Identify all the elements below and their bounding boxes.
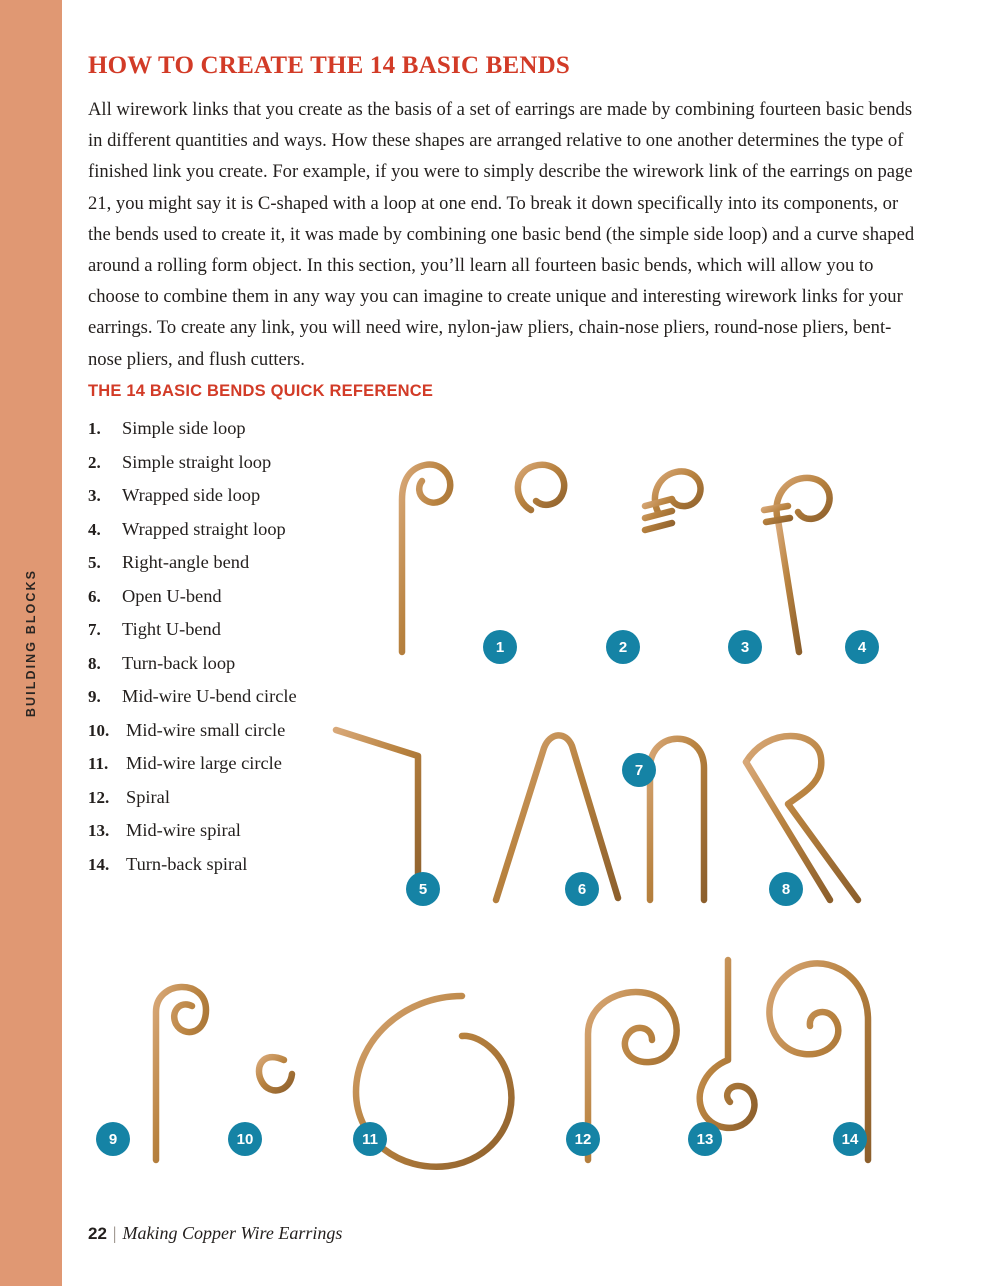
list-item-label: Simple straight loop xyxy=(122,451,272,472)
badge-12: 12 xyxy=(566,1122,600,1156)
section-subtitle: THE 14 BASIC BENDS QUICK REFERENCE xyxy=(88,382,434,400)
badge-14: 14 xyxy=(833,1122,867,1156)
badge-1: 1 xyxy=(483,630,517,664)
wire-9-mid-wire-u-bend-circle xyxy=(156,987,206,1160)
list-item-number: 7. xyxy=(88,620,101,639)
list-item-number: 10. xyxy=(88,720,110,740)
page-content xyxy=(88,0,920,1286)
list-item-label: Mid-wire U-bend circle xyxy=(122,686,297,706)
wire-10-mid-wire-small-circle xyxy=(259,960,292,1160)
page-title: HOW TO CREATE THE 14 BASIC BENDS xyxy=(88,52,571,79)
footer-separator: | xyxy=(112,1223,117,1243)
list-item-number: 12. xyxy=(88,787,110,807)
wire-3-wrapped-side-loop xyxy=(645,471,701,652)
list-item-label: Open U-bend xyxy=(122,585,222,606)
list-item-number: 5. xyxy=(88,553,101,572)
wire-4-wrapped-straight-loop xyxy=(764,478,830,652)
list-item-label: Mid-wire small circle xyxy=(126,719,286,740)
badge-3: 3 xyxy=(728,630,762,664)
list-item-label: Right-angle bend xyxy=(122,552,250,572)
list-item-label: Turn-back spiral xyxy=(126,853,248,874)
list-item-label: Mid-wire large circle xyxy=(126,753,282,773)
wire-1-simple-side-loop xyxy=(402,465,450,652)
badge-9: 9 xyxy=(96,1122,130,1156)
wire-12-spiral xyxy=(588,992,677,1160)
list-item-label: Turn-back loop xyxy=(122,652,236,673)
badge-7: 7 xyxy=(622,753,656,787)
wire-illustrations xyxy=(88,400,920,1190)
list-item-number: 8. xyxy=(88,653,101,673)
badge-11: 11 xyxy=(353,1122,387,1156)
list-item-label: Wrapped straight loop xyxy=(122,518,286,539)
intro-paragraph: All wirework links that you create as the basis of a set of earrings are made by combining fourteen basic bends in different quantities and ways. How these shapes are arranged relative to one another determines the type of finished link you create. For example, if you were to simply describe the wirework link of the earrings on page 21, you might say it is C-shaped with a loop at one end. To break it down specifically into its components, or the bends used to create it, it was made by combining one basic bend (the simple side loop) and a curve shaped around a rolling form object. In this section, you’ll learn all fourteen basic bends, which will allow you to choose to combine them in any way you can imagine to create unique and interesting wirework links for your earrings. To create any link, you will need wire, nylon-jaw pliers, chain-nose pliers, round-nose pliers, bent-nose pliers, and flush cutters. xyxy=(88,99,915,370)
list-item-number: 9. xyxy=(88,687,101,706)
list-item-label: Tight U-bend xyxy=(122,619,221,639)
badge-10: 10 xyxy=(228,1122,262,1156)
side-band xyxy=(0,0,62,1286)
badge-4: 4 xyxy=(845,630,879,664)
wire-7-tight-u-bend xyxy=(650,739,704,900)
wire-6-open-u-bend xyxy=(496,735,618,900)
list-item-number: 3. xyxy=(88,486,101,505)
badge-6: 6 xyxy=(565,872,599,906)
list-item-number: 1. xyxy=(88,419,101,438)
list-item-number: 6. xyxy=(88,586,101,606)
badge-2: 2 xyxy=(606,630,640,664)
page-footer xyxy=(88,1223,342,1244)
badge-8: 8 xyxy=(769,872,803,906)
list-item-number: 4. xyxy=(88,519,101,539)
book-title: Making Copper Wire Earrings xyxy=(122,1223,343,1243)
side-band-label: BUILDING BLOCKS xyxy=(24,568,38,718)
wire-5-right-angle-bend xyxy=(336,730,418,900)
list-item-number: 14. xyxy=(88,854,110,874)
list-item-label: Spiral xyxy=(126,786,170,807)
badge-5: 5 xyxy=(406,872,440,906)
bends-figure xyxy=(88,400,920,1190)
list-item-number: 13. xyxy=(88,821,110,840)
page-number: 22 xyxy=(88,1224,107,1243)
wire-2-simple-straight-loop xyxy=(518,465,564,652)
list-item-label: Wrapped side loop xyxy=(122,485,261,505)
list-item-label: Simple side loop xyxy=(122,418,246,438)
list-item-number: 2. xyxy=(88,452,101,472)
list-item-label: Mid-wire spiral xyxy=(126,820,241,840)
badge-13: 13 xyxy=(688,1122,722,1156)
wire-8-turn-back-loop xyxy=(746,736,858,900)
list-item-number: 11. xyxy=(88,754,109,773)
